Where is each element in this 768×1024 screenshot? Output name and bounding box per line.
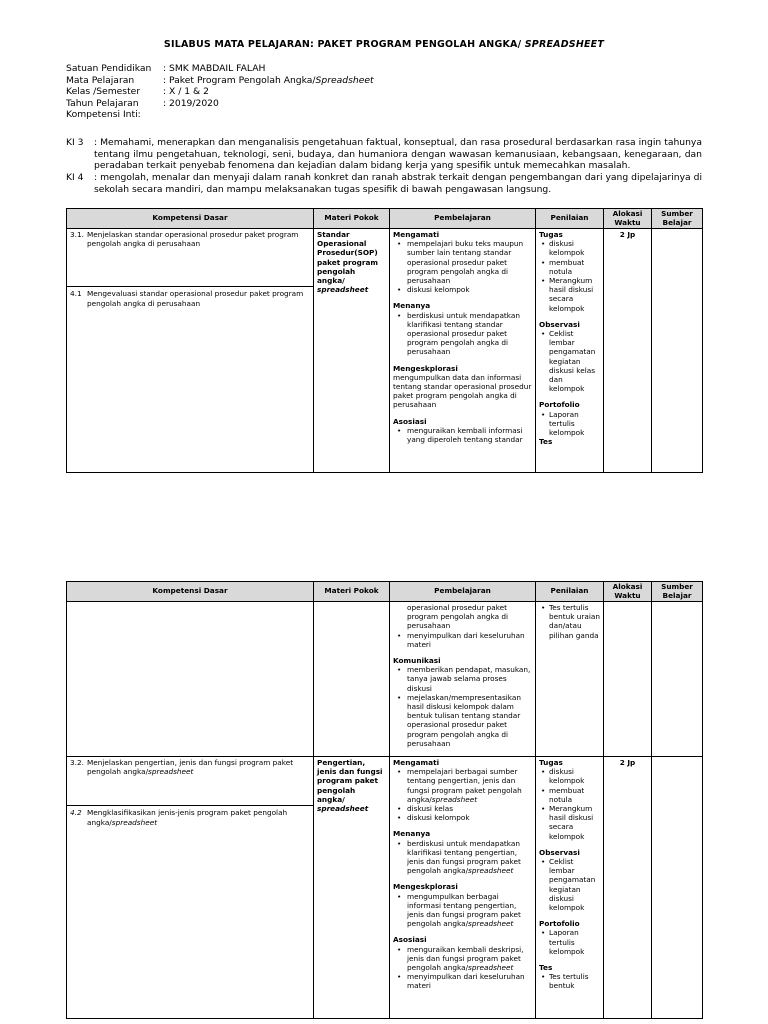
table-row — [67, 602, 703, 757]
penilaian-cell: Tugas • diskusi kelompok • membuat notula • Merangkum hasil diskusi secara kelompok Observasi • Ceklist lembar pengamatan kegiatan diskusi kelompok Portofolio • Laporan tertulis kelompok Tes • Tes tertulis bentuk — [536, 757, 604, 1019]
meta-row: Satuan Pendidikan : SMK MABDAIL FALAH — [66, 63, 266, 74]
document-title: SILABUS MATA PELAJARAN: PAKET PROGRAM PENGOLAH ANGKA/ SPREADSHEET — [163, 39, 605, 50]
pembelajaran-cell: operasional prosedur paket program pengolah angka di perusahaan • menyimpulkan dari keseluruhan materi Komunikasi • memberikan pendapat, masukan, tanya jawab selama proses diskusi • mejelaskan/mempresentasikan hasil diskusi kelompok dalam bentuk tulisan tentang standar operasional prosedur paket program pengolah angka di perusahaan — [390, 602, 536, 757]
materi-pokok-cell: Standar Operasional Prosedur(SOP) paket program pengolah angka/ spreadsheet — [314, 229, 390, 473]
ki-4: KI 4 : mengolah, menalar dan menyaji dalam ranah konkret dan ranah abstrak terkait dengan pengembangan dari yang dipelajarinya di sekolah secara mandiri, dan mampu melaksanakan tugas spesifik di bawah pengawasan langsung. — [66, 172, 702, 195]
kompetensi-dasar-cell — [67, 229, 314, 473]
header-kompetensi-dasar: Kompetensi Dasar — [67, 582, 314, 602]
table-header-row — [67, 209, 703, 229]
penilaian-cell: Tugas • diskusi kelompok • membuat notula • Merangkum hasil diskusi secara kelompok Observasi • Ceklist lembar pengamatan kegiatan diskusi kelas dan kelompok Portofolio • Laporan tertulis kelompok Tes — [536, 229, 604, 473]
table-header-row — [67, 582, 703, 602]
kd-item: 4.1 Mengevaluasi standar operasional prosedur paket program pengolah angka di perusahaan — [70, 289, 304, 308]
header-pembelajaran: Pembelajaran — [390, 209, 536, 229]
materi-pokok-cell — [314, 602, 390, 757]
kd-item: 3.2. Menjelaskan pengertian, jenis dan fungsi program paket pengolah angka/spreadsheet — [70, 758, 294, 777]
kompetensi-dasar-cell — [67, 602, 314, 757]
kd-item: 3.1. Menjelaskan standar operasional prosedur paket program pengolah angka di perusahaan — [70, 230, 299, 249]
materi-pokok-cell: Pengertian, jenis dan fungsi program paket pengolah angka/ spreadsheet — [314, 757, 390, 1019]
sumber-belajar-cell — [652, 757, 703, 1019]
syllabus-table-1 — [66, 208, 703, 473]
penilaian-cell: • Tes tertulis bentuk uraian dan/atau pilihan ganda — [536, 602, 604, 757]
header-penilaian: Penilaian — [536, 582, 604, 602]
header-sumber-belajar: Sumber Belajar — [652, 582, 703, 602]
kd-item: 4.2 Mengklasifikasikan jenis-jenis program paket pengolah angka/spreadsheet — [70, 808, 288, 827]
meta-row: Tahun Pelajaran : 2019/2020 — [66, 97, 219, 109]
pembelajaran-cell: Mengamati • mempelajari buku teks maupun sumber lain tentang standar operasional prosedur paket program pengolah angka di perusahaan • diskusi kelompok Menanya • berdiskusi untuk mendapatkan klarifikasi tentang standar operasional prosedur paket program pengolah angka di perusahaan Mengeskplorasi mengumpulkan data dan informasi tentang standar operasional prosedur paket program pengolah angka di perusahaan Asosiasi • menguraikan kembali informasi yang diperoleh tentang standar — [390, 229, 536, 473]
syllabus-table-2 — [66, 581, 703, 1019]
sumber-belajar-cell — [652, 602, 703, 757]
header-alokasi-waktu: Alokasi Waktu — [604, 209, 652, 229]
meta-row: Kompetensi Inti: — [66, 109, 141, 120]
header-kompetensi-dasar: Kompetensi Dasar — [67, 209, 314, 229]
kompetensi-dasar-cell — [67, 757, 314, 1019]
alokasi-cell: 2 Jp — [604, 229, 652, 473]
header-sumber-belajar: Sumber Belajar — [652, 209, 703, 229]
header-pembelajaran: Pembelajaran — [390, 582, 536, 602]
alokasi-cell: 2 Jp — [604, 757, 652, 1019]
meta-row: Mata Pelajaran : Paket Program Pengolah Angka/ Spreadsheet — [66, 74, 374, 86]
identity-block — [66, 63, 374, 121]
alokasi-cell — [604, 602, 652, 757]
ki-3: KI 3 : Memahami, menerapkan dan menganalisis pengetahuan faktual, konseptual, dan rasa prosedural berdasarkan rasa ingin tahunya tentang ilmu pengetahuan, teknologi, seni, budaya, dan humaniora dengan wawasan kemanusiaan, kebangsaan, kenegaraan, dan peradaban terkait penyebab fenomena dan kejadian dalam bidang kerja yang spesifik untuk memecahkan masalah. — [66, 137, 702, 172]
header-penilaian: Penilaian — [536, 209, 604, 229]
table-row — [67, 229, 703, 473]
header-materi-pokok: Materi Pokok — [314, 582, 390, 602]
meta-row: Kelas /Semester : X / 1 & 2 — [66, 86, 209, 97]
header-materi-pokok: Materi Pokok — [314, 209, 390, 229]
table-row — [67, 757, 703, 1019]
pembelajaran-cell: Mengamati • mempelajari berbagai sumber tentang pengertian, jenis dan fungsi program paket pengolah angka/spreadsheet • diskusi kelas • diskusi kelompok Menanya • berdiskusi untuk mendapatkan klarifikasi tentang pengertian, jenis dan fungsi program paket pengolah angka/spreadsheet Mengeskplorasi • mengumpulkan berbagai informasi tentang pengertian, jenis dan fungsi program paket pengolah angka/spreadsheet Asosiasi • menguraikan kembali deskripsi, jenis dan fungsi program paket pengolah angka/spreadsheet • menyimpulkan dari keseluruhan materi — [390, 757, 536, 1019]
sumber-belajar-cell — [652, 229, 703, 473]
header-alokasi-waktu: Alokasi Waktu — [604, 582, 652, 602]
